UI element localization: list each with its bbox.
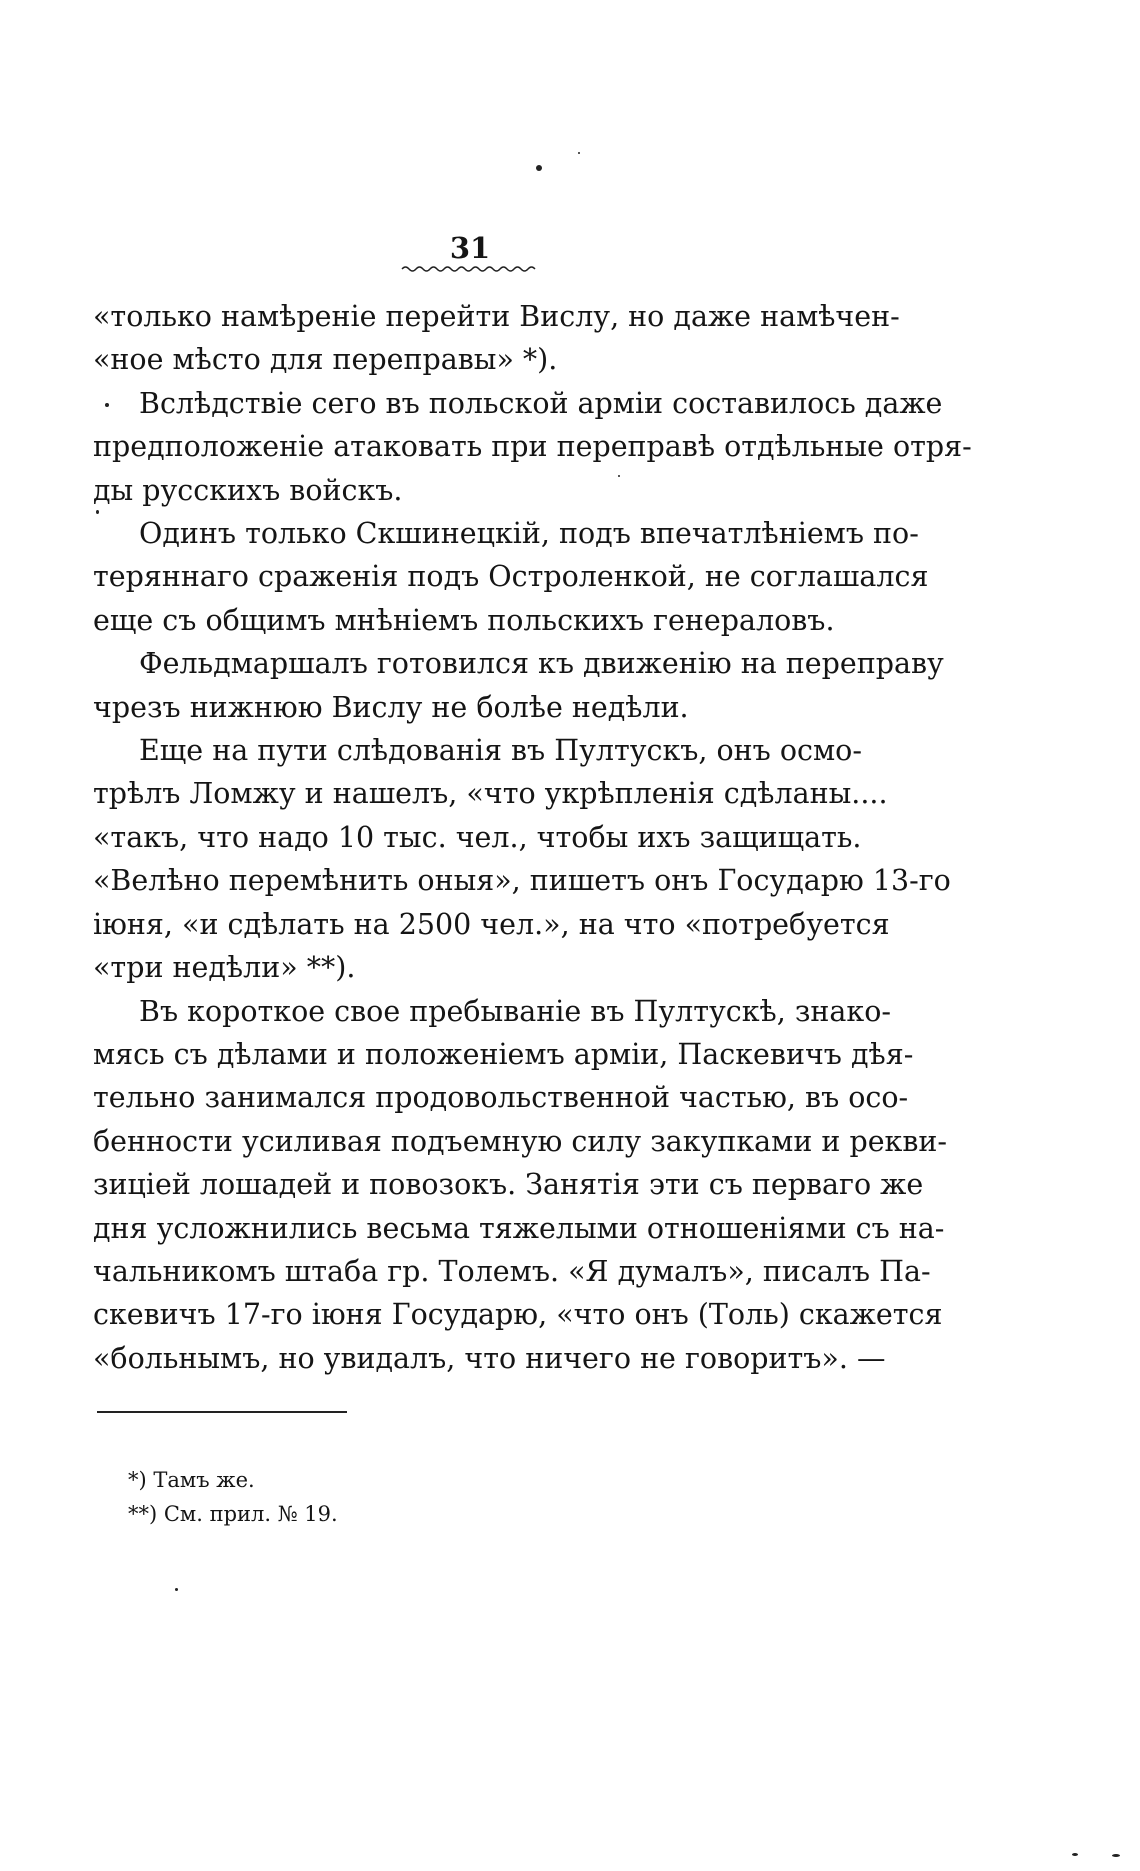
text-line: теряннаго сраженія подъ Остроленкой, не соглашался bbox=[93, 560, 929, 594]
body-text bbox=[93, 295, 972, 1380]
text-line: предположеніе атаковать при переправѣ отдѣльные отря- bbox=[93, 430, 972, 464]
text-line: тельно занимался продовольственной частью, въ осо- bbox=[93, 1081, 909, 1115]
text-line: «такъ, что надо 10 тыс. чел., чтобы ихъ защищать. bbox=[93, 820, 862, 854]
text-line: Въ короткое свое пребываніе въ Пултускѣ, знако- bbox=[139, 994, 891, 1028]
paragraph bbox=[93, 382, 972, 512]
page-number-ornament bbox=[400, 265, 540, 273]
text-line: чрезъ нижнюю Вислу не болѣе недѣли. bbox=[93, 690, 689, 724]
paragraph bbox=[93, 295, 900, 382]
paragraph bbox=[93, 512, 929, 642]
scan-speck bbox=[96, 510, 99, 514]
text-line: Еще на пути слѣдованія въ Пултускъ, онъ осмо- bbox=[139, 734, 862, 768]
text-line: «только намѣреніе перейти Вислу, но даже намѣчен- bbox=[93, 300, 900, 333]
text-line: мясь съ дѣлами и положеніемъ арміи, Паскевичъ дѣя- bbox=[93, 1037, 914, 1071]
text-line: Одинъ только Скшинецкій, подъ впечатлѣніемъ по- bbox=[139, 517, 919, 551]
footnote-divider bbox=[97, 1411, 347, 1413]
text-line: «Велѣно перемѣнить оныя», пишетъ онъ Государю 13-го bbox=[93, 864, 951, 898]
scan-speck bbox=[1112, 1854, 1120, 1857]
text-line: Вслѣдствіе сего въ польской арміи составилось даже bbox=[139, 386, 943, 420]
text-line: іюня, «и сдѣлать на 2500 чел.», на что «потребуется bbox=[93, 907, 890, 941]
text-line: «больнымъ, но увидалъ, что ничего не говоритъ». — bbox=[93, 1341, 886, 1375]
scan-speck bbox=[536, 165, 542, 171]
text-line: дня усложнились весьма тяжелыми отношеніями съ на- bbox=[93, 1211, 945, 1245]
text-line: чальникомъ штаба гр. Толемъ. «Я думалъ», писалъ Па- bbox=[93, 1254, 931, 1288]
scan-speck bbox=[578, 152, 580, 154]
text-line: Фельдмаршалъ готовился къ движенію на переправу bbox=[139, 647, 944, 681]
text-line: зиціей лошадей и повозокъ. Занятія эти съ перваго же bbox=[93, 1168, 924, 1202]
footnotes bbox=[128, 1463, 338, 1531]
scan-speck bbox=[1072, 1853, 1078, 1856]
text-line: бенности усиливая подъемную силу закупками и рекви- bbox=[93, 1124, 948, 1158]
footnote: *) Тамъ же. bbox=[128, 1468, 255, 1492]
text-line: еще съ общимъ мнѣніемъ польскихъ генераловъ. bbox=[93, 603, 835, 637]
paragraph bbox=[93, 729, 951, 989]
text-line: «три недѣли» **). bbox=[93, 951, 356, 985]
scan-speck bbox=[105, 403, 109, 407]
page-number: 31 bbox=[449, 231, 491, 265]
paragraph bbox=[93, 990, 948, 1381]
scan-speck bbox=[175, 1588, 178, 1591]
text-line: скевичъ 17-го іюня Государю, «что онъ (Толь) скажется bbox=[93, 1298, 943, 1332]
footnote: **) См. прил. № 19. bbox=[128, 1502, 338, 1526]
text-line: «ное мѣсто для переправы» *). bbox=[93, 343, 558, 377]
page-header bbox=[400, 231, 540, 273]
scan-speck bbox=[618, 475, 620, 477]
text-line: ды русскихъ войскъ. bbox=[93, 473, 403, 507]
text-line: трѣлъ Ломжу и нашелъ, «что укрѣпленія сдѣланы.... bbox=[93, 777, 888, 811]
paragraph bbox=[93, 642, 944, 729]
